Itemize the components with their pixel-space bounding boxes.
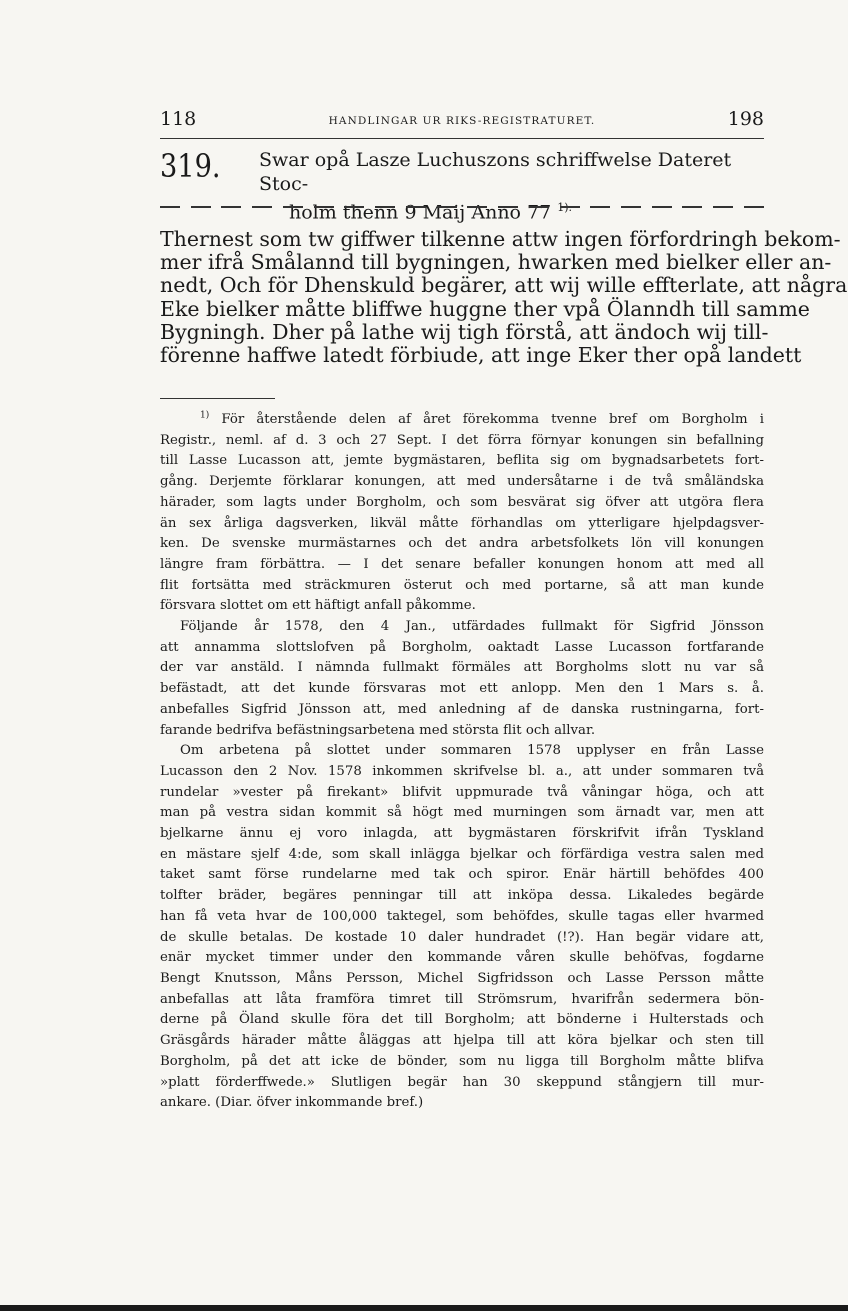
footnote-line: farande bedrifva befästningsarbetena med största flit och allvar.: [160, 722, 596, 738]
entry-title-line2: holm thenn 9 Maij Anno 77 $^{1).}$: [289, 201, 573, 224]
footnote-line: anbefallas att låta framföra timret till Strömsrum, hvarifrån sedermera bön-: [160, 991, 764, 1007]
footnote-line: Borgholm, på det att icke de bönder, som nu ligga till Borgholm måtte blifva: [160, 1053, 764, 1069]
footnote-line: gång. Derjemte förklarar konungen, att med undersåtarne i de två småländska: [160, 474, 764, 490]
footnote-line: tolfter bräder, begäres penningar till att inköpa dessa. Likaledes begärde: [160, 888, 764, 904]
letter-body: [160, 227, 848, 368]
footnote-line: ken. De svenske murmästarnes och det andra arbetsfolkets lön vill konungen: [160, 536, 764, 552]
footnote-line: flit fortsätta med sträckmuren österut och med portarne, så att man kunde: [160, 577, 764, 593]
footnote-line: enär mycket timmer under den kommande våren skulle behöfvas, fogdarne: [160, 950, 764, 966]
page-number-left: 118: [160, 108, 197, 130]
entry-title-line1: Swar opå Lasze Luchuszons schriffwelse Dateret Stoc-: [259, 149, 732, 195]
footnote-rule: [160, 398, 275, 399]
footnote-ref: 1).: [557, 201, 573, 214]
page-header: [160, 108, 764, 132]
scan-bottom-edge: [0, 1305, 848, 1311]
entry-number: 319.: [160, 147, 221, 185]
body-line: förenne haffwe latedt förbiude, att inge Eker ther opå landett: [160, 343, 802, 368]
footnote-line: taket samt förse rundelarne med tak och spiror. Enär härtill behöfdes 400: [160, 867, 764, 883]
footnote-line: Lucasson den 2 Nov. 1578 inkommen skrifvelse bl. a., att under sommaren två: [160, 763, 764, 779]
footnote: [160, 410, 764, 1114]
footnote-line: att annamma slottslofven på Borgholm, oaktadt Lasse Lucasson fortfarande: [160, 639, 764, 655]
footnote-line: han få veta hvar de 100,000 taktegel, som behöfdes, skulle tagas eller hvarmed: [160, 908, 764, 924]
body-line: Eke bielker måtte bliffwe huggne ther vpå Ölanndh till samme: [160, 296, 810, 321]
footnote-line: »platt förderffwede.» Slutligen begär han 30 skeppund stångjern till mur-: [160, 1074, 764, 1090]
footnote-line: man på vestra sidan kommit så högt med murningen som ärnadt var, men att: [160, 805, 764, 821]
body-line: Thernest som tw giffwer tilkenne attw ingen förfordringh bekom-: [160, 227, 841, 251]
footnote-line: försvara slottet om ett häftigt anfall påkomme.: [160, 598, 476, 614]
footnote-line: befästadt, att det kunde försvaras mot ett anlopp. Men den 1 Mars s. å.: [160, 681, 764, 697]
footnote-line: der var anstäld. I nämnda fullmakt förmäles att Borgholms slott nu var så: [160, 660, 764, 676]
footnote-line: de skulle betalas. De kostade 10 daler hundradet (!?). Han begär vidare att,: [160, 929, 764, 945]
body-line: nedt, Och för Dhenskuld begärer, att wij wille effterlate, att några: [160, 273, 848, 298]
footnote-line: ankare. (Diar. öfver inkommande bref.): [160, 1095, 424, 1111]
footnote-line: längre fram förbättra. — I det senare befaller konungen honom att med all: [160, 556, 764, 572]
footnote-line: bjelkarne ännu ej voro inlagda, att bygmästaren förskrifvit ifrån Tyskland: [160, 826, 764, 842]
body-line: Bygningh. Dher på lathe wij tigh förstå, att ändoch wij till-: [160, 319, 769, 344]
footnote-line: derne på Öland skulle föra det till Borgholm; att bönderne i Hulterstads och: [160, 1012, 764, 1028]
entry-title: [259, 148, 764, 224]
document-entry: [160, 147, 764, 224]
footnote-line: till Lasse Lucasson att, jemte bygmästaren, beflita sig om bygnadsarbetets fort-: [160, 453, 764, 469]
footnote-line: Registr., neml. af d. 3 och 27 Sept. I det förra förnyar konungen sin befallning: [160, 432, 764, 448]
page-number-right: 198: [727, 108, 764, 130]
footnote-line: än sex årliga dagsverken, likväl måtte förhandlas om ytterligare hjelpdagsver-: [160, 515, 764, 531]
header-rule: [160, 138, 764, 139]
running-title: HANDLINGAR UR RIKS-REGISTRATURET.: [328, 115, 596, 127]
footnote-marker: 1): [200, 410, 210, 421]
footnote-line: Följande år 1578, den 4 Jan., utfärdades fullmakt för Sigfrid Jönsson: [180, 619, 764, 635]
body-line: mer ifrå Smålannd till bygningen, hwarken med bielker eller an-: [160, 250, 832, 275]
footnote-line: anbefalles Sigfrid Jönsson att, med anledning af de danska rustningarna, fort-: [160, 701, 764, 717]
footnote-line: $^{1)}$ För återstående delen af året förekomma tvenne bref om Borgholm i: [200, 410, 765, 427]
footnote-line: härader, som lagts under Borgholm, och som besvärat sig öfver att utgöra flera: [160, 494, 764, 510]
footnote-line: Om arbetena på slottet under sommaren 1578 upplyser en från Lasse: [180, 743, 764, 759]
dash-separator: [160, 206, 764, 208]
footnote-line: Gräsgårds härader måtte åläggas att hjelpa till att köra bjelkar och sten till: [160, 1033, 764, 1049]
footnote-line: rundelar »vester på firekant» blifvit uppmurade två våningar höga, och att: [160, 784, 764, 800]
footnote-line: en mästare sjelf 4:de, som skall inlägga bjelkar och förfärdiga vestra salen med: [160, 846, 764, 862]
footnote-line: Bengt Knutsson, Måns Persson, Michel Sigfridsson och Lasse Persson måtte: [160, 970, 764, 986]
